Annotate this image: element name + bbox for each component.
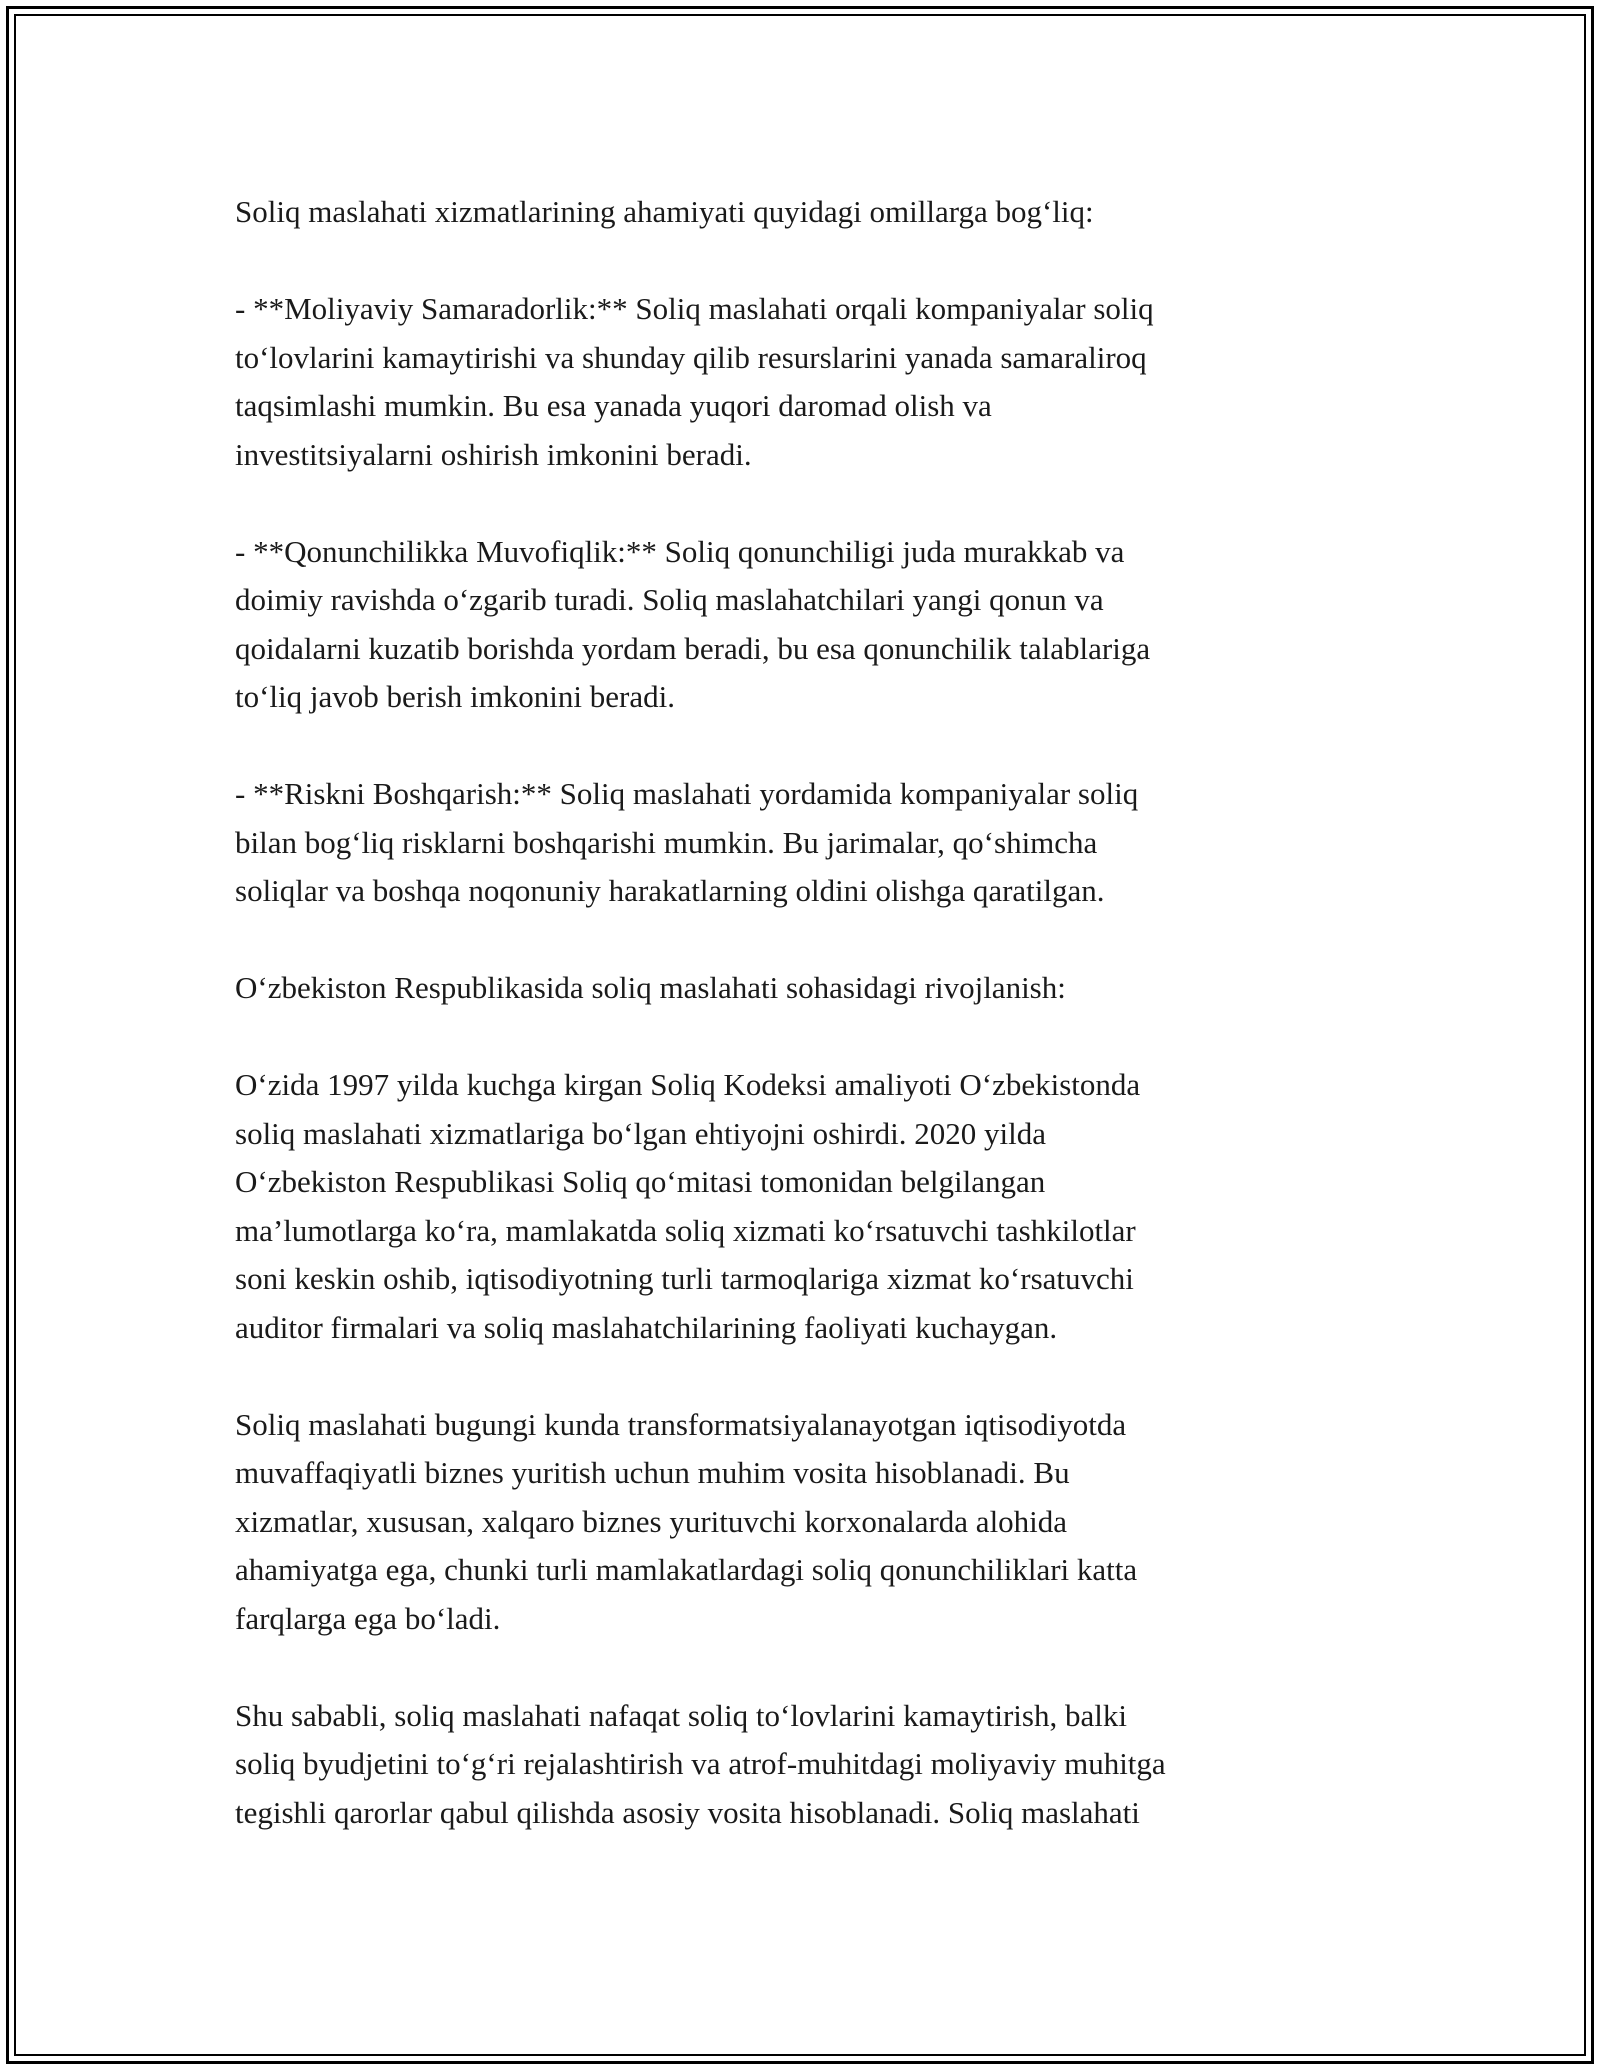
text-line: soliq byudjetini to‘g‘ri rejalashtirish va atrof-muhitdagi moliyaviy muhitga <box>235 1746 1166 1781</box>
text-line: doimiy ravishda o‘zgarib turadi. Soliq maslahatchilari yangi qonun va <box>235 582 1104 617</box>
text-line: Soliq maslahati xizmatlarining ahamiyati quyidagi omillarga bog‘liq: <box>235 194 1094 229</box>
text-line: to‘liq javob berish imkonini beradi. <box>235 679 675 714</box>
text-line: ma’lumotlarga ko‘ra, mamlakatda soliq xizmati ko‘rsatuvchi tashkilotlar <box>235 1212 1136 1248</box>
text-line: bilan bog‘liq risklarni boshqarishi mumkin. Bu jarimalar, qo‘shimcha <box>235 824 1098 860</box>
text-line: O‘zbekiston Respublikasida soliq maslahati sohasidagi rivojlanish: <box>235 970 1066 1005</box>
tax-code-history-paragraph <box>235 1061 1385 1352</box>
intro-paragraph <box>235 188 1385 237</box>
text-line: soni keskin oshib, iqtisodiyotning turli tarmoqlariga xizmat ko‘rsatuvchi <box>235 1261 1134 1296</box>
transformation-paragraph <box>235 1401 1385 1644</box>
text-line: Shu sababli, soliq maslahati nafaqat soliq to‘lovlarini kamaytirish, balki <box>235 1697 1127 1733</box>
text-line: auditor firmalari va soliq maslahatchilarining faoliyati kuchaygan. <box>235 1309 1058 1345</box>
text-line: xizmatlar, xususan, xalqaro biznes yurituvchi korxonalarda alohida <box>235 1503 1068 1539</box>
text-line: - **Riskni Boshqarish:** Soliq maslahati yordamida kompaniyalar soliq <box>235 776 1139 811</box>
text-line: Soliq maslahati bugungi kunda transformatsiyalanayotgan iqtisodiyotda <box>235 1406 1127 1442</box>
financial-efficiency-paragraph <box>235 285 1385 479</box>
text-line: O‘zbekiston Respublikasi Soliq qo‘mitasi tomonidan belgilangan <box>235 1164 1046 1199</box>
text-line: tegishli qarorlar qabul qilishda asosiy vosita hisoblanadi. Soliq maslahati <box>235 1794 1140 1830</box>
text-line: taqsimlashi mumkin. Bu esa yanada yuqori daromad olish va <box>235 388 992 423</box>
text-line: - **Qonunchilikka Muvofiqlik:** Soliq qonunchiligi juda murakkab va <box>235 533 1125 569</box>
legal-compliance-paragraph <box>235 528 1385 722</box>
text-line: soliqlar va boshqa noqonuniy harakatlarning oldini olishga qaratilgan. <box>235 873 1105 908</box>
text-line: to‘lovlarini kamaytirishi va shunday qilib resurslarini yanada samaraliroq <box>235 339 1147 375</box>
development-heading-paragraph <box>235 964 1385 1013</box>
risk-management-paragraph <box>235 770 1385 916</box>
document-body <box>235 188 1385 1886</box>
text-line: soliq maslahati xizmatlariga bo‘lgan ehtiyojni oshirdi. 2020 yilda <box>235 1115 1047 1151</box>
text-line: farqlarga ega bo‘ladi. <box>235 1600 501 1636</box>
text-line: O‘zida 1997 yilda kuchga kirgan Soliq Kodeksi amaliyoti O‘zbekistonda <box>235 1067 1141 1102</box>
text-line: ahamiyatga ega, chunki turli mamlakatlardagi soliq qonunchiliklari katta <box>235 1552 1138 1587</box>
text-line: - **Moliyaviy Samaradorlik:** Soliq maslahati orqali kompaniyalar soliq <box>235 291 1154 326</box>
text-line: investitsiyalarni oshirish imkonini beradi. <box>235 436 752 472</box>
text-line: muvaffaqiyatli biznes yuritish uchun muhim vosita hisoblanadi. Bu <box>235 1455 1070 1490</box>
conclusion-paragraph <box>235 1692 1385 1838</box>
text-line: qoidalarni kuzatib borishda yordam beradi, bu esa qonunchilik talablariga <box>235 630 1151 666</box>
